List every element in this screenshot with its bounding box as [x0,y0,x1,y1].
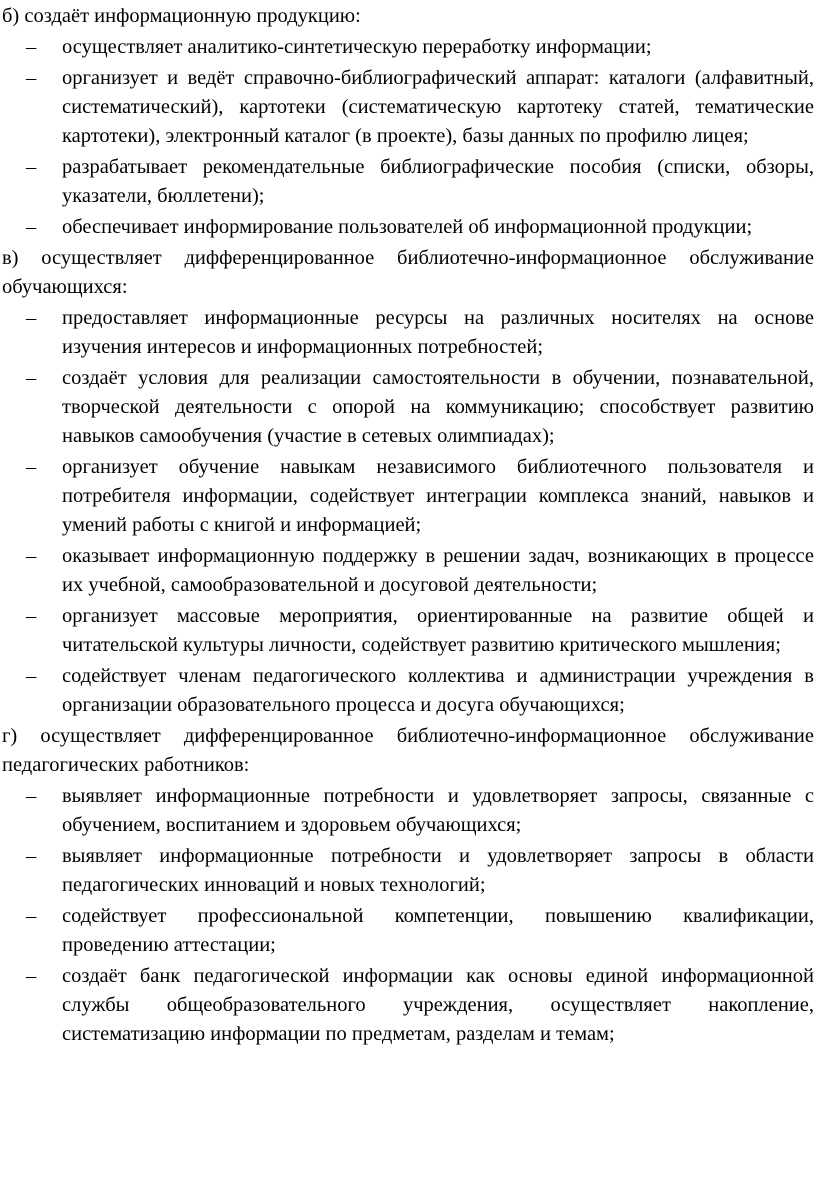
list-item-text: обеспечивает информирование пользователей об информационной продукции; [62,216,753,238]
list-item-text: содействует профессиональной компетенции, повышению квалификации, проведению аттестации; [62,905,814,956]
dash-icon: – [26,905,37,927]
list-item-text: создаёт банк педагогической информации как основы единой информационной службы общеобразовательного учреждения, осуществляет накопление, систематизацию информации по предметам, разделам и темам; [62,965,814,1045]
dash-icon: – [26,665,37,687]
dash-icon: – [26,367,37,389]
list-item [2,153,814,211]
list-item [2,453,814,540]
list-item [2,33,814,62]
dash-icon: – [26,307,37,329]
dash-icon: – [26,845,37,867]
section-g-intro: г) осуществляет дифференцированное библиотечно-информационное обслуживание педагогических работников: [2,725,814,776]
section-v-intro: в) осуществляет дифференцированное библиотечно-информационное обслуживание обучающихся: [2,247,814,298]
list-item-text: организует массовые мероприятия, ориентированные на развитие общей и читательской культуры личности, содействует развитию критического мышления; [62,605,814,656]
list-item [2,213,814,242]
list-item-text: выявляет информационные потребности и удовлетворяет запросы, связанные с обучением, воспитанием и здоровьем обучающихся; [62,785,814,836]
list-item-text: оказывает информационную поддержку в решении задач, возникающих в процессе их учебной, самообразовательной и досуговой деятельности; [62,545,814,596]
dash-icon: – [26,605,37,627]
list-item-text: организует и ведёт справочно-библиографический аппарат: каталоги (алфавитный, систематический), картотеки (систематическую картотеку статей, тематические картотеки), электронный каталог (в проекте), базы данных по профилю лицея; [62,67,814,147]
list-item-text: выявляет информационные потребности и удовлетворяет запросы в области педагогических инноваций и новых технологий; [62,845,814,896]
dash-icon: – [26,36,37,58]
dash-icon: – [26,67,37,89]
dash-icon: – [26,156,37,178]
dash-icon: – [26,965,37,987]
list-item [2,662,814,720]
list-item [2,962,814,1049]
dash-icon: – [26,216,37,238]
list-item [2,364,814,451]
list-item-text: разрабатывает рекомендательные библиографические пособия (списки, обзоры, указатели, бюллетени); [62,156,814,207]
list-item-text: содействует членам педагогического коллектива и администрации учреждения в организации образовательного процесса и досуга обучающихся; [62,665,814,716]
list-item [2,542,814,600]
list-item-text: организует обучение навыкам независимого библиотечного пользователя и потребителя информации, содействует интеграции комплекса знаний, навыков и умений работы с книгой и информацией; [62,456,814,536]
list-item-text: осуществляет аналитико-синтетическую переработку информации; [62,36,652,58]
list-item [2,902,814,960]
dash-icon: – [26,456,37,478]
list-item-text: предоставляет информационные ресурсы на различных носителях на основе изучения интересов и информационных потребностей; [62,307,814,358]
list-item [2,782,814,840]
list-item [2,842,814,900]
list-item [2,304,814,362]
section-b-intro: б) создаёт информационную продукцию: [2,5,361,27]
dash-icon: – [26,785,37,807]
list-item-text: создаёт условия для реализации самостоятельности в обучении, познавательной, творческой деятельности с опорой на коммуникацию; способствует развитию навыков самообучения (участие в сетевых олимпиадах); [62,367,814,447]
list-item [2,64,814,151]
list-item [2,602,814,660]
dash-icon: – [26,545,37,567]
